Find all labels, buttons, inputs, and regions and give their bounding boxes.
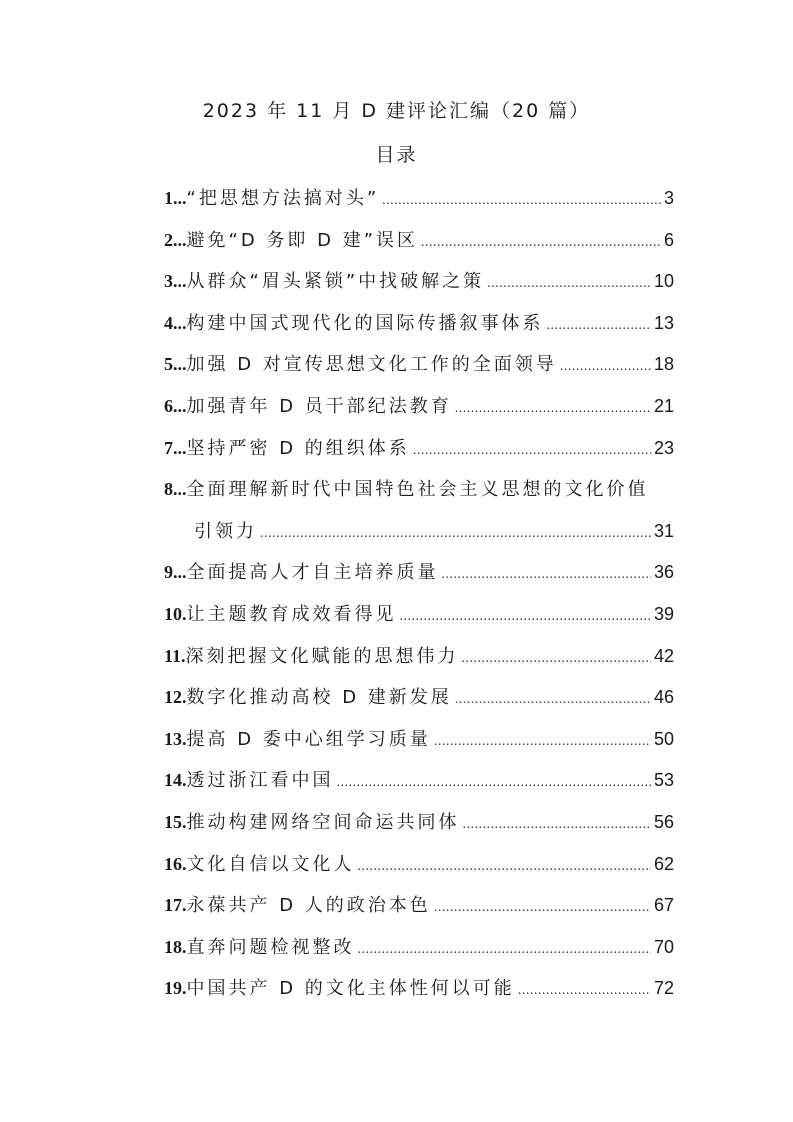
toc-entry-17[interactable] <box>164 891 674 933</box>
toc-entry-number: 4... <box>164 312 187 333</box>
toc-entry-number: 9... <box>164 562 187 583</box>
toc-entry-title: 避免“D 务即 D 建”误区 <box>186 229 419 251</box>
dot-leader <box>382 193 661 209</box>
toc-entry-title: 提高 D 委中心组学习质量 <box>186 728 431 750</box>
toc-entry-page: 21 <box>653 395 674 416</box>
toc-entry-10[interactable] <box>164 600 674 642</box>
toc-entry-title: 构建中国式现代化的国际传播叙事体系 <box>186 312 544 334</box>
toc-entry-number: 3... <box>164 271 187 292</box>
toc-entry-page: 46 <box>653 687 674 708</box>
toc-entry-page: 13 <box>653 312 674 333</box>
toc-entry-19[interactable] <box>164 974 674 1016</box>
toc-entry-page: 72 <box>653 978 674 999</box>
toc-entry-page: 39 <box>653 603 674 624</box>
toc-entry-16[interactable] <box>164 850 674 892</box>
toc-entry-number: 19. <box>164 978 187 999</box>
toc-entry-2[interactable] <box>164 226 674 268</box>
toc-entry-14[interactable] <box>164 766 674 808</box>
toc-entry-4[interactable] <box>164 309 674 351</box>
toc-entry-number: 10. <box>164 603 187 624</box>
dot-leader <box>463 817 651 833</box>
toc-entry-13[interactable] <box>164 725 674 767</box>
toc-entry-page: 36 <box>653 562 674 583</box>
dot-leader <box>358 859 651 875</box>
toc-entry-title: 坚持严密 D 的组织体系 <box>186 437 410 459</box>
toc-entry-8-line2[interactable] <box>164 517 674 559</box>
dot-leader <box>421 235 661 251</box>
toc-entry-page: 6 <box>663 229 674 250</box>
toc-entry-page: 31 <box>653 520 674 541</box>
dot-leader <box>434 734 651 750</box>
table-of-contents <box>164 184 674 1016</box>
toc-entry-1[interactable] <box>164 184 674 226</box>
toc-entry-page: 3 <box>663 188 674 208</box>
dot-leader <box>400 609 651 625</box>
toc-entry-title: 永葆共产 D 人的政治本色 <box>186 895 431 917</box>
toc-entry-title: 加强青年 D 员干部纪法教育 <box>186 395 452 417</box>
dot-leader <box>358 942 651 958</box>
toc-entry-8-line1[interactable] <box>164 475 674 517</box>
toc-entry-title: 全面提高人才自主培养质量 <box>186 562 439 584</box>
toc-entry-page: 53 <box>653 770 674 791</box>
toc-entry-page: 56 <box>653 811 674 832</box>
toc-entry-page: 67 <box>653 895 674 916</box>
toc-entry-page: 70 <box>653 936 674 957</box>
dot-leader <box>518 983 651 999</box>
toc-entry-title: 全面理解新时代中国特色社会主义思想的文化价值 <box>186 479 649 501</box>
toc-entry-page: 62 <box>653 853 674 874</box>
dot-leader <box>462 651 651 667</box>
dot-leader <box>455 692 651 708</box>
toc-entry-title: 数字化推动高校 D 建新发展 <box>186 687 452 709</box>
toc-entry-title: “把思想方法搞对头” <box>186 188 380 209</box>
toc-entry-number: 16. <box>164 853 187 874</box>
toc-entry-number: 7... <box>164 437 187 458</box>
toc-entry-page: 10 <box>653 271 674 292</box>
toc-entry-number: 11. <box>164 645 186 666</box>
dot-leader <box>442 567 651 583</box>
toc-entry-title: 从群众“眉头紧锁”中找破解之策 <box>186 271 485 293</box>
toc-entry-15[interactable] <box>164 808 674 850</box>
dot-leader <box>337 775 651 791</box>
toc-entry-number: 18. <box>164 936 187 957</box>
toc-entry-number: 8... <box>164 479 187 500</box>
toc-entry-title: 透过浙江看中国 <box>186 770 334 792</box>
toc-entry-7[interactable] <box>164 434 674 476</box>
toc-entry-title: 文化自信以文化人 <box>186 853 355 875</box>
dot-leader <box>434 900 651 916</box>
toc-entry-number: 2... <box>164 229 187 250</box>
toc-entry-page: 18 <box>653 354 674 375</box>
toc-entry-title: 让主题教育成效看得见 <box>186 603 397 625</box>
toc-entry-number: 15. <box>164 811 187 832</box>
document-title: 2023 年 11 月 D 建评论汇编（20 篇） <box>202 100 591 122</box>
dot-leader <box>547 318 651 334</box>
toc-entry-12[interactable] <box>164 683 674 725</box>
toc-entry-number: 12. <box>164 687 187 708</box>
toc-entry-title: 深刻把握文化赋能的思想伟力 <box>185 645 459 667</box>
toc-entry-5[interactable] <box>164 350 674 392</box>
dot-leader <box>260 526 651 542</box>
toc-entry-page: 50 <box>653 728 674 749</box>
toc-entry-title: 直奔问题检视整改 <box>186 936 355 958</box>
toc-entry-11[interactable] <box>164 642 674 684</box>
toc-entry-9[interactable] <box>164 558 674 600</box>
toc-entry-title: 中国共产 D 的文化主体性何以可能 <box>186 978 515 1000</box>
toc-entry-page: 42 <box>653 645 674 666</box>
toc-entry-18[interactable] <box>164 933 674 975</box>
toc-entry-3[interactable] <box>164 267 674 309</box>
toc-entry-number: 5... <box>164 354 187 375</box>
toc-entry-title: 推动构建网络空间命运共同体 <box>186 811 460 833</box>
toc-entry-number: 1... <box>164 188 187 208</box>
toc-entry-number: 14. <box>164 770 187 791</box>
toc-entry-number: 17. <box>164 895 187 916</box>
dot-leader <box>455 401 651 417</box>
toc-entry-title-continued: 引领力 <box>194 520 257 542</box>
dot-leader <box>560 359 651 375</box>
dot-leader <box>413 443 651 459</box>
toc-entry-6[interactable] <box>164 392 674 434</box>
toc-heading: 目录 <box>375 144 418 166</box>
toc-entry-number: 13. <box>164 728 187 749</box>
dot-leader <box>487 276 651 292</box>
toc-entry-page: 23 <box>653 437 674 458</box>
toc-entry-title: 加强 D 对宣传思想文化工作的全面领导 <box>186 354 557 376</box>
toc-entry-number: 6... <box>164 395 187 416</box>
